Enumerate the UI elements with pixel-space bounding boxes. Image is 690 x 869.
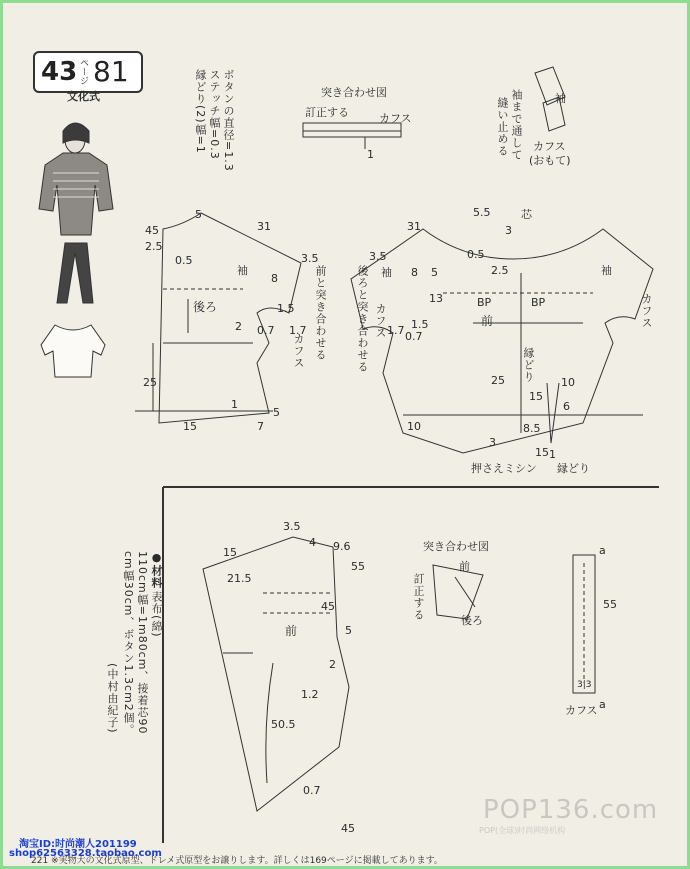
front-n15c: 15 [535, 446, 549, 459]
bp-n45b: 45 [341, 822, 355, 835]
bp-n35: 3.5 [283, 520, 301, 533]
materials-title: ●材料 [150, 551, 163, 589]
back-n25b: 25 [143, 376, 157, 389]
front-n85: 8.5 [523, 422, 541, 435]
front-n1: 1 [549, 448, 556, 461]
bp-n15: 15 [223, 546, 237, 559]
page-number: 81 [93, 55, 129, 88]
bp-cuff-55: 55 [603, 598, 617, 611]
back-n2: 2 [235, 320, 242, 333]
front-n35: 3.5 [369, 250, 387, 263]
shop-url: shop62563328.taobao.com [9, 848, 162, 859]
front-n3b: 3 [489, 436, 496, 449]
watermark-sub: POP(全球)时尚网络机构 [479, 826, 566, 835]
back-n15a: 1.5 [277, 302, 295, 315]
front-bp-left: BP [477, 296, 492, 309]
bp-cuff-313: 3|3 [577, 680, 592, 690]
page-label: ページ [78, 58, 88, 85]
front-bottom-edge: 縁どり [557, 462, 590, 475]
front-label: 前 [481, 314, 494, 328]
front-n10b: 10 [407, 420, 421, 433]
cuff-strip [573, 555, 595, 693]
bp-n45: 45 [321, 600, 335, 613]
back-n1: 1 [231, 398, 238, 411]
flat-sketch [41, 325, 105, 377]
back-join: 前と突き合わせる [314, 265, 327, 361]
front-bottom-note: 押さえミシン [471, 462, 537, 475]
shop-id: 淘宝ID:时尚潮人201199 [19, 839, 137, 850]
front-n3: 3 [505, 224, 512, 237]
watermark: POP136.com [483, 795, 659, 825]
back-n35: 3.5 [301, 252, 319, 265]
sleeve-note-sleeve: 袖 [555, 92, 566, 105]
bp-n215: 21.5 [227, 572, 252, 585]
front-n5: 5 [431, 266, 438, 279]
materials-line1: 表布(綿) [150, 591, 163, 638]
front-n15b: 15 [529, 390, 543, 403]
pattern-page [3, 3, 687, 866]
note-edge-width: 縁どり(2)幅=1 [194, 69, 207, 154]
back-n05: 0.5 [175, 254, 193, 267]
bp-n07: 0.7 [303, 784, 321, 797]
front-n13: 13 [429, 292, 443, 305]
bp-n2: 2 [329, 658, 336, 671]
bp-join-front: 前 [459, 560, 470, 573]
cuff-join-diagram [303, 123, 401, 149]
back-n07: 0.7 [257, 324, 275, 337]
cuff-join-title: 突き合わせ図 [321, 86, 387, 99]
footer-text: 221 ※実物大の文化式原型、ドレメ式原型をお譲りします。詳しくは169ページに掲載してあります。 [31, 856, 443, 866]
note-button-diameter: ボタンの直径=1.3 [222, 69, 235, 172]
bp-label: 前 [285, 624, 298, 638]
note-stitch-width: ステッチ幅=0.3 [208, 69, 221, 160]
bp-cuff-a2: a [599, 698, 606, 711]
bottom-front-pattern [203, 537, 349, 811]
bp-n505: 50.5 [271, 718, 296, 731]
style-label: 文化式 [67, 90, 100, 103]
back-n7: 7 [257, 420, 264, 433]
sleeve-note-cuffs: カフス [533, 140, 566, 153]
front-back-join: 後ろと突き合わせる [356, 265, 369, 373]
cuff-join-sew: 訂正する [305, 106, 349, 119]
sleeve-note-stitch: 袖まで通して [510, 89, 523, 161]
back-n8: 8 [271, 272, 278, 285]
front-n25: 2.5 [491, 264, 509, 277]
bottom-join-diagram [433, 565, 483, 619]
front-n17: 1.7 [387, 324, 405, 337]
back-n45: 45 [145, 224, 159, 237]
front-edge: 縁どり [522, 347, 535, 383]
front-n31: 31 [407, 220, 421, 233]
front-n07: 0.7 [405, 330, 423, 343]
pattern-drawings [3, 3, 687, 866]
front-n8: 8 [411, 266, 418, 279]
front-sleeve-right: 袖 [601, 264, 612, 277]
front-bodice-pattern [351, 229, 653, 453]
bp-cuff-a: a [599, 544, 606, 557]
front-n25b: 25 [491, 374, 505, 387]
back-n17: 1.7 [289, 324, 307, 337]
sleeve-note-stop: 縫い止める [496, 97, 509, 157]
pattern-number: 43 [41, 57, 78, 87]
back-n5b: 5 [273, 406, 280, 419]
cuff-join-one: 1 [367, 148, 374, 161]
back-label: 後ろ [193, 300, 218, 314]
front-n15: 1.5 [411, 318, 429, 331]
front-cuffs: カフス [640, 293, 653, 329]
model-illustration [39, 123, 113, 303]
materials-designer: (中村由紀子) [106, 663, 119, 734]
bp-join-back: 後ろ [461, 614, 483, 627]
back-cuffs: カフス [292, 333, 305, 369]
cuff-join-cuffs: カフス [379, 112, 412, 125]
bp-n4: 4 [309, 536, 316, 549]
front-bp-right: BP [531, 296, 546, 309]
front-n10: 10 [561, 376, 575, 389]
bp-n96: 9.6 [333, 540, 351, 553]
front-core: 芯 [521, 208, 532, 221]
back-n25: 2.5 [145, 240, 163, 253]
front-cuffs-left: カフス [374, 303, 387, 339]
materials-line3: cm幅30cm、ボタン1.3cm2個。 [122, 551, 135, 736]
bp-n55: 55 [351, 560, 365, 573]
front-n55: 5.5 [473, 206, 491, 219]
bp-join-title: 突き合わせ図 [423, 540, 489, 553]
front-n05: 0.5 [467, 248, 485, 261]
front-n6: 6 [563, 400, 570, 413]
bp-n5: 5 [345, 624, 352, 637]
back-n5: 5 [195, 208, 202, 221]
front-sleeve: 袖 [381, 266, 392, 279]
back-sleeve: 袖 [237, 264, 248, 277]
materials-line2: 110cm幅=1m80cm、接着芯90 [136, 551, 149, 735]
back-n15: 15 [183, 420, 197, 433]
sleeve-note-face: (おもて) [529, 154, 571, 167]
bp-join-sew: 訂正する [412, 573, 425, 621]
bp-cuff-label: カフス [565, 704, 598, 717]
back-n31: 31 [257, 220, 271, 233]
bp-n12: 1.2 [301, 688, 319, 701]
